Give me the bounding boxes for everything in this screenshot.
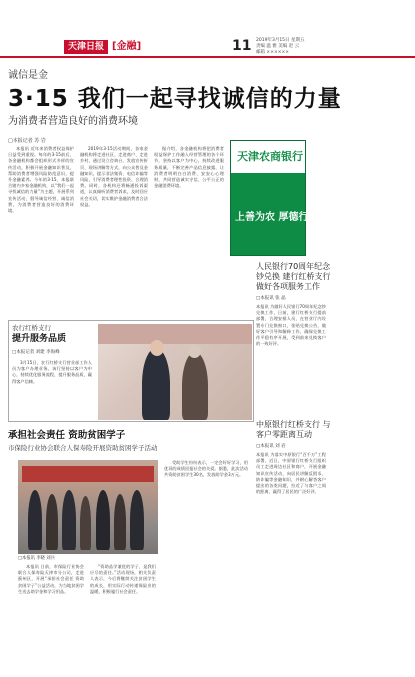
dateline xyxy=(256,38,356,56)
photo2-person-2 xyxy=(46,494,58,550)
date-line-2: 责编 温 雅 美编 赵 云 xyxy=(256,44,300,49)
feature2-text-b: “资助品学兼优的学子，是我们应尽的责任。”活动现场，相关负责人表示，今后将继续关注贫困学生的成长，用实际行动传递保险业的温暖，积极履行社会责任。 xyxy=(90,564,156,594)
section-tag: [金融] xyxy=(112,41,142,52)
sidebar-byline-2: □本报讯 刘 岩 xyxy=(256,444,286,449)
feature2-col-b xyxy=(90,564,156,672)
sidebar-text-2 xyxy=(256,452,326,672)
feature2-col-c xyxy=(164,460,248,672)
photo2-person-4 xyxy=(80,496,91,550)
lead-col2-text: 2019年3·15活动期间，各家金融机构将走进社区、走进商户、走进乡村，通过设立咨询台、发放宣传折页、现场讲解等方式，向公众普及金融知识，提示非法集资、电信诈骗等风险，引导消费者理性投资、合理消费。同时，各机构还将畅通投诉渠道，认真倾听消费者诉求，及时回应社会关切，切实维护金融消费者合法权益。 xyxy=(80,146,148,207)
photo2-person-1 xyxy=(28,490,42,550)
feature2-text-c: 受助学生纷纷表示，一定会好好学习，用优异的成绩回报社会的关爱。据悉，此次活动共资助贫困学生30名，发放助学金3万元。 xyxy=(164,460,248,478)
lead-col3-text: 据介绍，各金融机构将把消费者权益保护工作融入经营管理的各个环节，坚持以客户为中心，持续改进服务质量，不断完善产品信息披露，让消费者明明白白消费、安安心心理财，共同营造诚实守信、公平公正的金融消费环境。 xyxy=(154,146,224,189)
lead-headline: 3·15 我们一起寻找诚信的力量 xyxy=(8,86,342,112)
photo1-person-staff-head xyxy=(150,340,164,356)
photo1-person-customer-head xyxy=(188,344,201,358)
sidebar-text-2-body: 本报讯 为落实中原银行“百千万”工程部署，近日，中原银行红桥支行组织员工走进周边社区和商户，开展金融知识宣传活动，向居民讲解反假币、防诈骗等金融知识，并耐心解答客户提出的各类问题，拉近了与客户之间的距离，赢得了居民的广泛好评。 xyxy=(256,452,326,495)
feature1-title: 提升服务品质 xyxy=(12,334,67,344)
sidebar-title-2: 中原银行红桥支行 与客户零距离互动 xyxy=(256,420,331,439)
feature2-photo xyxy=(18,460,158,554)
feature1-text xyxy=(12,360,92,418)
sidebar-text-body: 本报讯 为做好人民银行70周年纪念钞兑换工作，日前，建行红桥支行提前部署，合理安排人员，在营业厅内设置专门兑换窗口，张贴兑换公告，做好客户引导和解释工作，确保兑换工作平稳有序开展，受到前来兑换客户的一致好评。 xyxy=(256,304,326,347)
feature2-title: 承担社会责任 资助贫困学子 xyxy=(8,430,126,441)
lead-kicker: 诚信是金 xyxy=(8,70,48,81)
lead-column-1 xyxy=(8,146,74,314)
photo2-person-5 xyxy=(96,490,110,550)
photo2-person-7 xyxy=(130,490,144,550)
masthead xyxy=(0,0,415,62)
bank-advertisement xyxy=(230,140,319,256)
feature1-kicker: 农行红桥支行 xyxy=(12,324,51,332)
feature2-text-a: 本报讯 日前，市保险行业协会联合人保寿险天津市分公司，走进蓟州区，开展“承担社会责任 资助贫困学子”公益活动，为当地贫困学生送去助学金和学习用品。 xyxy=(18,564,84,594)
feature1-photo xyxy=(98,324,252,420)
feature1-text-body: 3月15日，农行红桥支行营业部工作人员为客户办理业务。该行坚持以客户为中心，持续优化服务流程，提升服务品质，赢得客户信赖。 xyxy=(12,360,92,384)
photo1-person-customer xyxy=(182,352,208,420)
lead-column-2 xyxy=(80,146,148,314)
sidebar-byline: □本报讯 张 晶 xyxy=(256,296,286,301)
logo-text: 天津日报 xyxy=(64,40,108,54)
lead-subhead: 为消费者营造良好的消费环境 xyxy=(8,116,138,127)
feature2-caption: □本报讯 李晓 刘兵 xyxy=(18,556,55,561)
photo2-person-6 xyxy=(114,494,126,550)
page-number: 11 xyxy=(232,38,252,54)
masthead-divider xyxy=(0,56,415,58)
feature2-subhead: 市保险行业协会联合人保寿险开展资助贫困学子活动 xyxy=(8,444,158,452)
date-line-3: 邮箱 ×××××× xyxy=(256,50,290,55)
sidebar-text xyxy=(256,304,326,416)
photo1-person-staff xyxy=(142,348,170,420)
photo2-person-3 xyxy=(62,490,76,550)
photo2-banner xyxy=(22,466,154,482)
lead-byline: □本报记者 苏 岩 xyxy=(8,138,46,144)
sidebar-title: 人民银行70周年纪念钞兑换 建行红桥支行 做好各项服务工作 xyxy=(256,262,331,291)
date-line-1: 2019年3月15日 星期五 xyxy=(256,38,305,43)
ad-slogan: 上善为农 厚德行商 xyxy=(235,212,319,223)
photo1-backdrop xyxy=(98,324,252,344)
lead-col1-text: 本报讯 近年来消费者权益保护日益受到重视。每年的3·15前后，各金融机构都会组织形式多样的宣传活动，积极开展金融知识普及，帮助消费者增强风险防范意识，提升金融素养。今年的3·15，本报联合辖内多家金融机构，以“我们一起寻找诚信的力量”为主题，开展系列宣传活动，倡导诚信经营、诚信消费，为消费者营造良好的消费环境。 xyxy=(8,146,74,214)
feature2-col-a xyxy=(18,564,84,672)
lead-column-3 xyxy=(154,146,224,314)
feature1-byline: □本报记者 刘建 李海峰 xyxy=(12,350,60,355)
ad-bank-name: 天津农商银行 xyxy=(237,150,303,163)
newspaper-logo xyxy=(64,40,141,54)
